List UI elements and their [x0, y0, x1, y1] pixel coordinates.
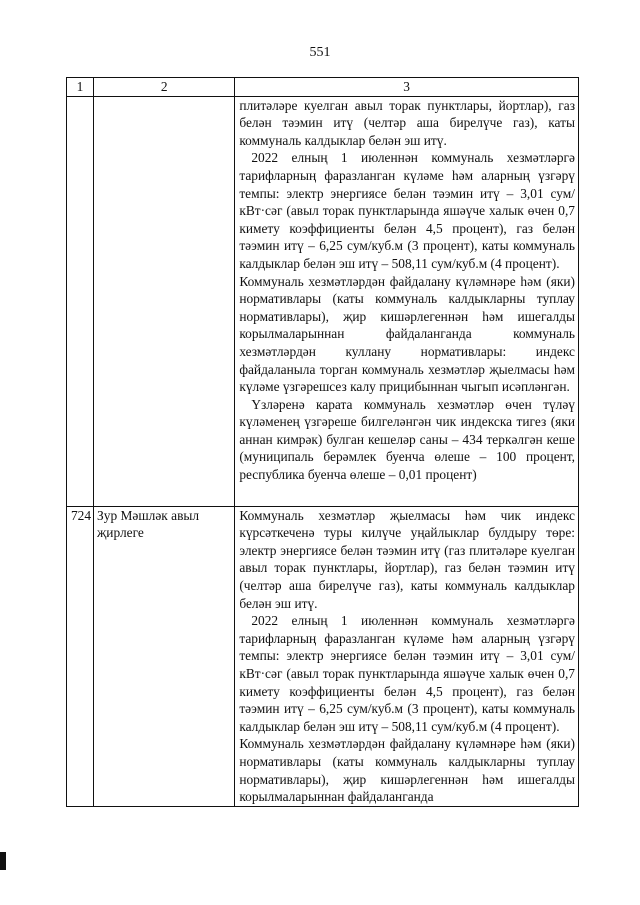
- header-col-2: 2: [94, 78, 235, 97]
- paragraph: 2022 елның 1 июленнән коммуналь хезмәтләргә тарифларның фаразланган күләме һәм аларның үзгәрү темпы: электр энергиясе белән тәэмин итү – 3,01 сум/кВт·сәг (авыл торак пунктларында яшәүче халык өчен 0,7 кимету коэффициенты белән 4,5 процент), газ белән тәэмин итү – 6,25 сум/куб.м (3 процент), каты коммуналь калдыклар белән эш итү – 508,11 сум/куб.м (4 процент).: [239, 613, 575, 734]
- settlement-name: Зур Мәшләк авыл җирлеге: [94, 506, 235, 806]
- row-number: [67, 96, 94, 506]
- header-col-3: 3: [235, 78, 579, 97]
- paragraph: Коммуналь хезмәтләрдән файдалану күләмнәре һәм (яки) нормативлары (каты коммуналь калдыкларны туплау нормативлары), җир кишәрлегеннән һәм ишегалды корылмаларыннан файдаланганда коммуналь хезмәтләрдән куллану нормативлары: индекс файдаланыла торган коммуналь хезмәтләр җыелмасы һәм күләме үзгәрешсез калу прицибыннан чыгып исәпләнгән.: [239, 273, 575, 395]
- row-number: 724: [67, 506, 94, 806]
- row-description: [235, 96, 579, 506]
- paragraph: 2022 елның 1 июленнән коммуналь хезмәтләргә тарифларның фаразланган күләме һәм аларның үзгәрү темпы: электр энергиясе белән тәэмин итү – 3,01 сум/кВт·сәг (авыл торак пунктларында яшәүче халык өчен 0,7 кимету коэффициенты белән 4,5 процент), газ белән тәэмин итү – 6,25 сум/куб.м (3 процент), каты коммуналь калдыклар белән эш итү – 508,11 сум/куб.м (4 процент).: [239, 150, 575, 271]
- table-header-row: [67, 78, 579, 97]
- paragraph: Коммуналь хезмәтләрдән файдалану күләмнәре һәм (яки) нормативлары (каты коммуналь калдыкларны туплау нормативлары), җир кишәрлегеннән һәм ишегалды корылмаларыннан файдаланганда: [239, 736, 575, 805]
- page-number: 551: [309, 45, 331, 60]
- settlements-table: [66, 77, 579, 807]
- header-col-1: 1: [67, 78, 94, 97]
- settlement-name: [94, 96, 235, 506]
- table-row: [67, 506, 579, 806]
- scan-edge-mark: [0, 852, 6, 870]
- row-description: [235, 506, 579, 806]
- paragraph: Үзләренә карата коммуналь хезмәтләр өчен түләү күләменең үзгәреше билгеләнгән чик индекска тигез (яки аннан кимрәк) булган кешеләр саны – 434 теркәлгән кеше (муниципаль берәмлек буенча өлеше – 100 процент, республика буенча өлеше – 0,01 процент): [239, 396, 575, 483]
- paragraph: Коммуналь хезмәтләр җыелмасы һәм чик индекс күрсәткеченә туры килүче уңайлыклар булдыру төре: электр энергиясе белән тәэмин итү (газ плитәләре куелган авыл торак пунктлары, йортлар), газ белән тәэмин итү (чeлтәр аша бирелүче газ), каты коммуналь калдыклар белән эш итү.: [239, 507, 575, 611]
- paragraph: плитәләре куелган авыл торак пунктлары, йортлар), газ белән тәэмин итү (чeлтәр аша бирелүче газ), каты коммуналь калдыклар белән эш итү.: [239, 97, 575, 148]
- table-row: [67, 96, 579, 506]
